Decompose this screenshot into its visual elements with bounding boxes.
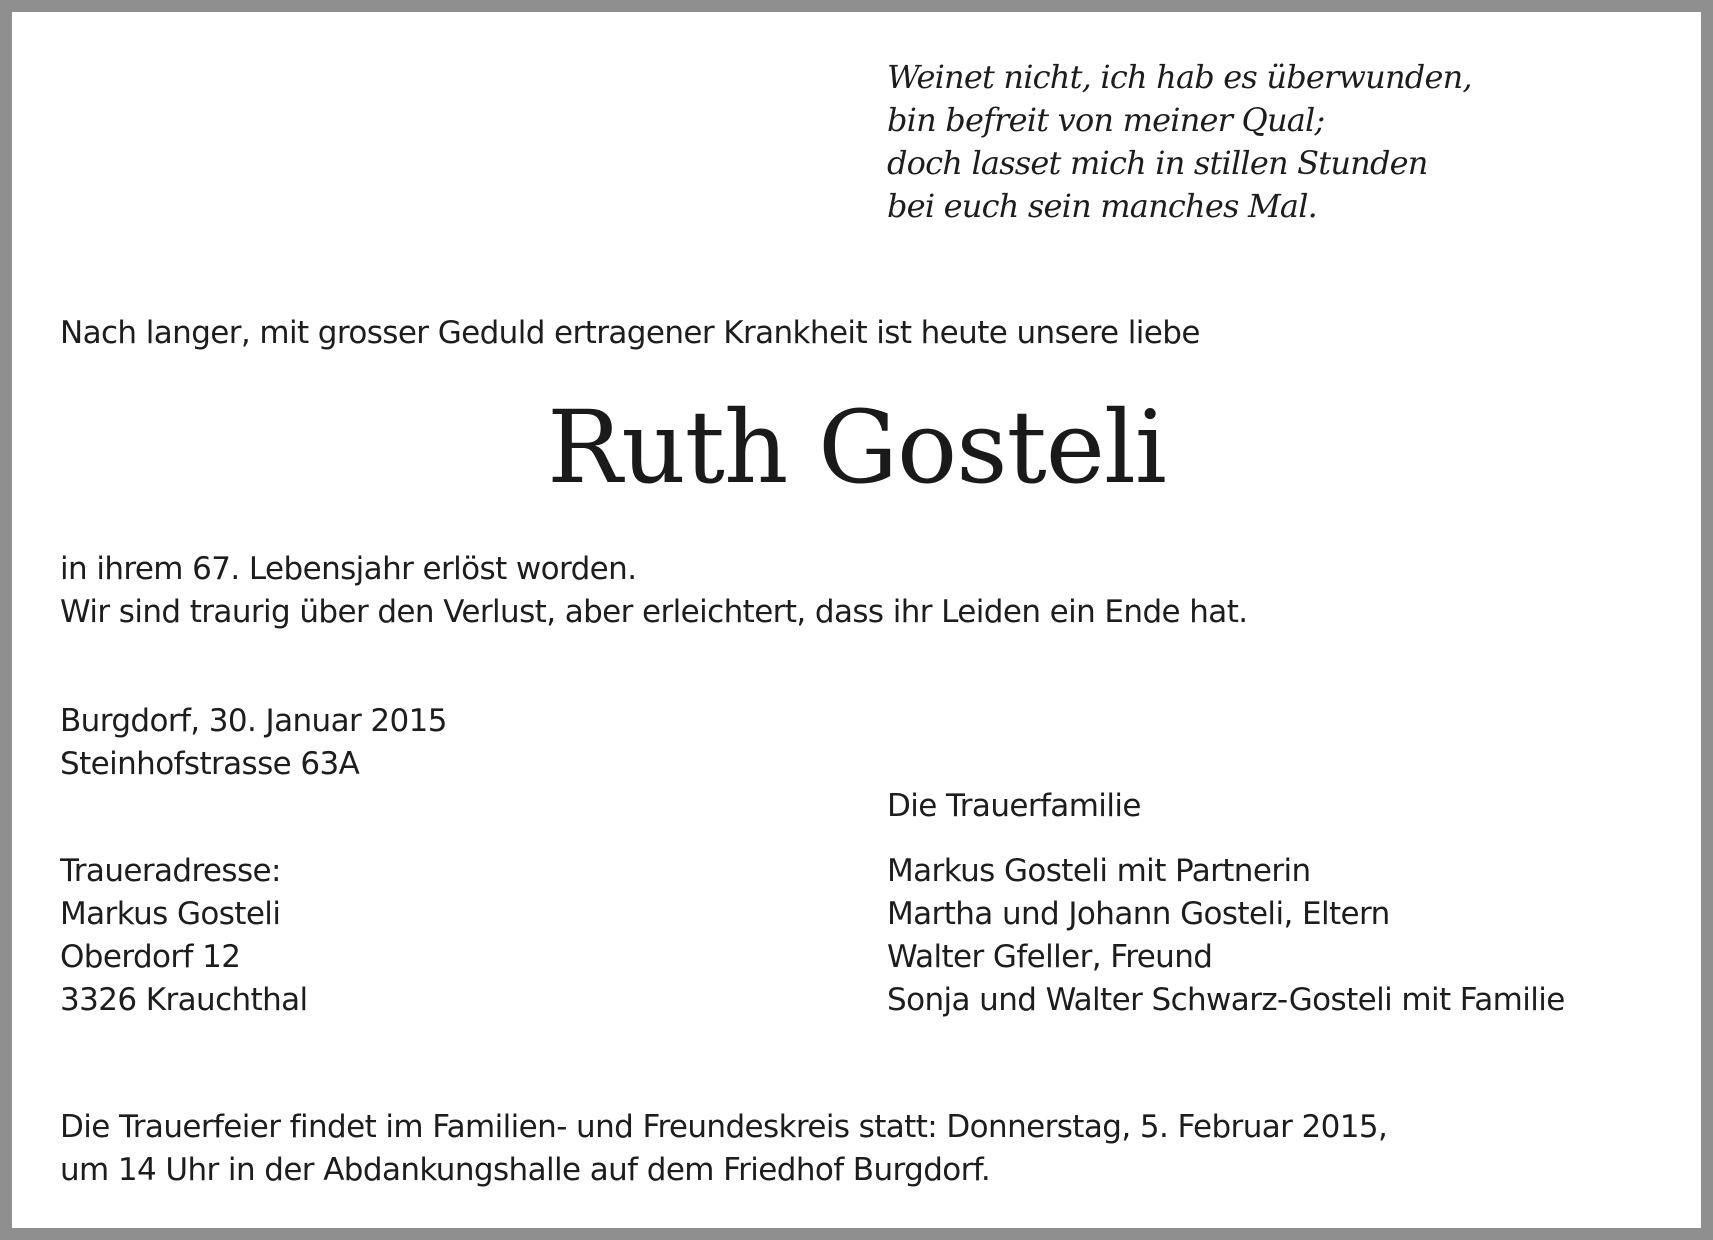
mourning-address xyxy=(60,850,308,1022)
family-title: Die Trauerfamilie xyxy=(887,788,1141,824)
place-date-line: Burgdorf, 30. Januar 2015 xyxy=(60,703,447,739)
body-line: Wir sind traurig über den Verlust, aber erleichtert, dass ihr Leiden ein Ende hat. xyxy=(60,594,1248,630)
address-street: Oberdorf 12 xyxy=(60,939,241,975)
family-members xyxy=(887,850,1565,1022)
intro-text: Nach langer, mit grosser Geduld ertragener Krankheit ist heute unsere liebe xyxy=(60,315,1200,351)
ceremony-line: Die Trauerfeier findet im Familien- und Freundeskreis statt: Donnerstag, 5. Februar 2015, xyxy=(60,1109,1388,1145)
obituary-notice xyxy=(12,12,1701,1228)
family-member: Markus Gosteli mit Partnerin xyxy=(887,853,1311,889)
place-street: Steinhofstrasse 63A xyxy=(60,746,360,782)
address-name: Markus Gosteli xyxy=(60,896,281,932)
place-and-date xyxy=(60,700,447,786)
address-label: Traueradresse: xyxy=(60,853,281,889)
body-line: in ihrem 67. Lebensjahr erlöst worden. xyxy=(60,551,637,587)
family-member: Sonja und Walter Schwarz-Gosteli mit Familie xyxy=(887,982,1565,1018)
deceased-name: Ruth Gosteli xyxy=(547,389,1166,506)
address-city: 3326 Krauchthal xyxy=(60,982,308,1018)
ceremony-info xyxy=(60,1106,1387,1192)
poem-line: doch lasset mich in stillen Stunden xyxy=(887,144,1428,182)
poem-line: bin befreit von meiner Qual; xyxy=(887,101,1325,139)
announcement-body xyxy=(60,548,1248,634)
family-member: Walter Gfeller, Freund xyxy=(887,939,1213,975)
poem-line: Weinet nicht, ich hab es überwunden, xyxy=(887,58,1472,96)
family-member: Martha und Johann Gosteli, Eltern xyxy=(887,896,1390,932)
poem-verse xyxy=(887,56,1472,228)
poem-line: bei euch sein manches Mal. xyxy=(887,187,1317,225)
ceremony-line: um 14 Uhr in der Abdankungshalle auf dem Friedhof Burgdorf. xyxy=(60,1152,991,1188)
